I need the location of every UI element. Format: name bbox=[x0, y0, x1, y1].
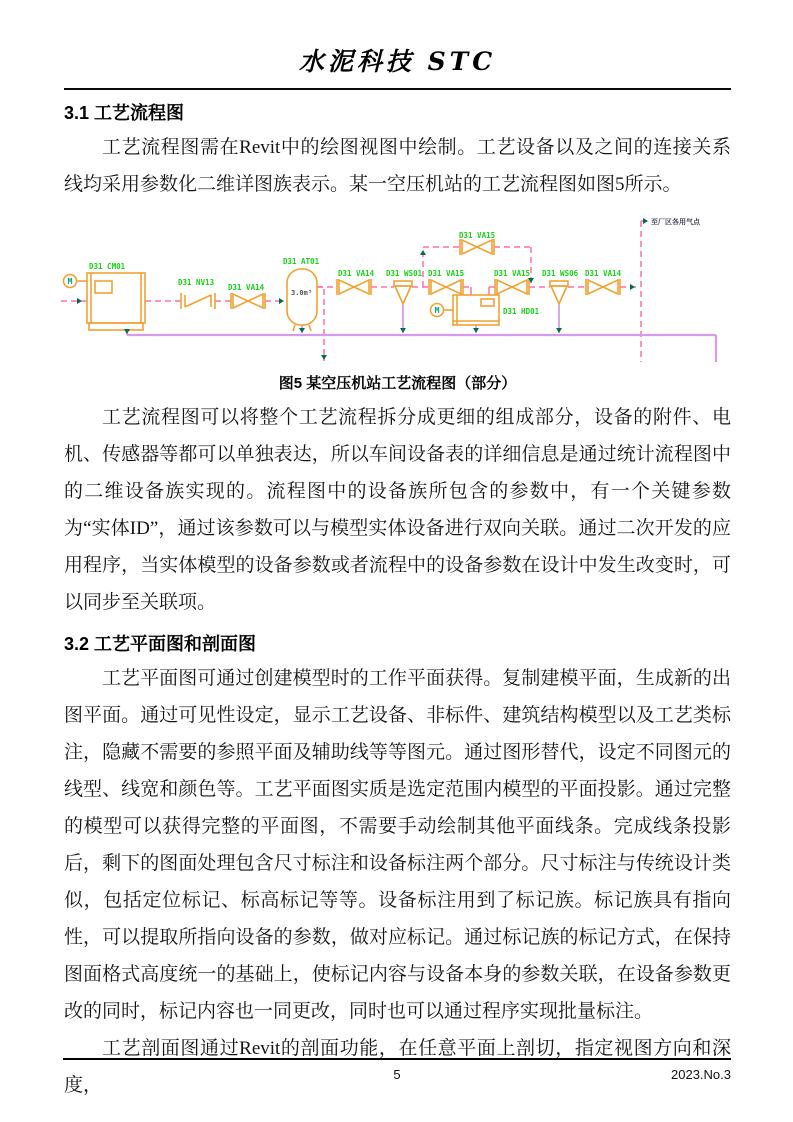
tank-volume-label: 3.0m³ bbox=[291, 289, 313, 297]
tank-tag: D31 AT01 bbox=[283, 257, 320, 266]
separator-tag: D31 WS06 bbox=[542, 269, 579, 278]
figure-5-diagram bbox=[57, 205, 737, 367]
motor-letter: M bbox=[67, 277, 73, 286]
valve-symbol bbox=[233, 294, 248, 308]
equipment-tags bbox=[89, 231, 622, 316]
section-3-2-heading: 3.2 工艺平面图和剖面图 bbox=[64, 634, 257, 654]
section-3-1-heading: 3.1 工艺流程图 bbox=[64, 103, 185, 123]
header-rule bbox=[64, 88, 731, 90]
valve-tag: D31 VA15 bbox=[428, 269, 465, 278]
paragraph: 工艺流程图可以将整个工艺流程拆分成更细的组成部分，设备的附件、电机、传感器等都可以单独表达，所以车间设备表的详细信息是通过统计流程图中的二维设备族实现的。流程图中的设备族所包含的参数中，有一个关键参数为“实体ID”，通过该参数可以与模型实体设备进行双向关联。通过二次开发的应用程序，当实体模型的设备参数或者流程中的设备参数在设计中发生改变时，可以同步至关联项。 bbox=[64, 407, 731, 613]
valve-tag: D31 VA14 bbox=[228, 283, 265, 292]
valve-tag: D31 VA14 bbox=[585, 269, 622, 278]
separator-tag: D31 WS01 bbox=[386, 269, 423, 278]
paragraph: 工艺平面图可通过创建模型时的工作平面获得。复制建模平面，生成新的出图平面。通过可见性设定，显示工艺设备、非标件、建筑结构模型以及工艺类标注，隐藏不需要的参照平面及辅助线等等图元。通过图形替代，设定不同图元的线型、线宽和颜色等。工艺平面图实质是选定范围内模型的平面投影。通过完整的模型可以获得完整的平面图，不需要手动绘制其他平面线条。完成线条投影后，剩下的图面处理包含尺寸标注和设备标注两个部分。尺寸标注与传统设计类似，包括定位标记、标高标记等等。设备标注用到了标记族。标记族具有指向性，可以提取所指向设备的参数，做对应标记。通过标记族的标记方式，在保持图面格式高度统一的基础上，使标记内容与设备本身的参数关联，在设备参数更改的同时，标记内容也一同更改，同时也可以通过程序实现批量标注。 bbox=[64, 668, 731, 1022]
process-lines-dashed bbox=[61, 221, 647, 362]
check-valve-symbol bbox=[181, 293, 215, 309]
valve-symbol bbox=[431, 280, 446, 294]
equipment-symbols bbox=[64, 239, 621, 331]
motor-letter: M bbox=[434, 306, 440, 315]
check-valve-tag: D31 NV13 bbox=[178, 278, 215, 287]
valve-tag: D31 VA14 bbox=[338, 269, 375, 278]
compressor-tag: D31 CM01 bbox=[89, 262, 126, 271]
valve-symbol bbox=[339, 280, 354, 294]
drain-header-line bbox=[127, 335, 716, 362]
paragraph: 工艺流程图需在Revit中的绘图视图中绘制。工艺设备以及之间的连接关系线均采用参数化二维详图族表示。某一空压机站的工艺流程图如图5所示。 bbox=[64, 137, 731, 195]
issue-number: 2023.No.3 bbox=[671, 1067, 731, 1082]
journal-title: 水泥科技 STC bbox=[298, 47, 497, 76]
figure-5 bbox=[57, 205, 731, 372]
tank-symbol bbox=[287, 269, 317, 325]
valve-tag: D31 VA15 bbox=[494, 269, 531, 278]
bypass-valve-tag: D31 VA15 bbox=[459, 231, 496, 240]
valve-symbol bbox=[588, 280, 603, 294]
flow-arrows bbox=[77, 218, 648, 360]
page-footer bbox=[63, 1058, 731, 1100]
dryer-tag: D31 HD01 bbox=[503, 307, 540, 316]
bypass-valve-symbol bbox=[462, 240, 477, 254]
figure-5-caption: 图5 某空压机站工艺流程图（部分） bbox=[278, 375, 517, 392]
destination-label: 至厂区各用气点 bbox=[651, 218, 700, 226]
valve-symbol bbox=[497, 280, 512, 294]
page-number: 5 bbox=[393, 1067, 401, 1082]
paragraph: 工艺剖面图通过Revit的剖面功能，在任意平面上剖切，指定视图方向和深度， bbox=[64, 1038, 731, 1096]
